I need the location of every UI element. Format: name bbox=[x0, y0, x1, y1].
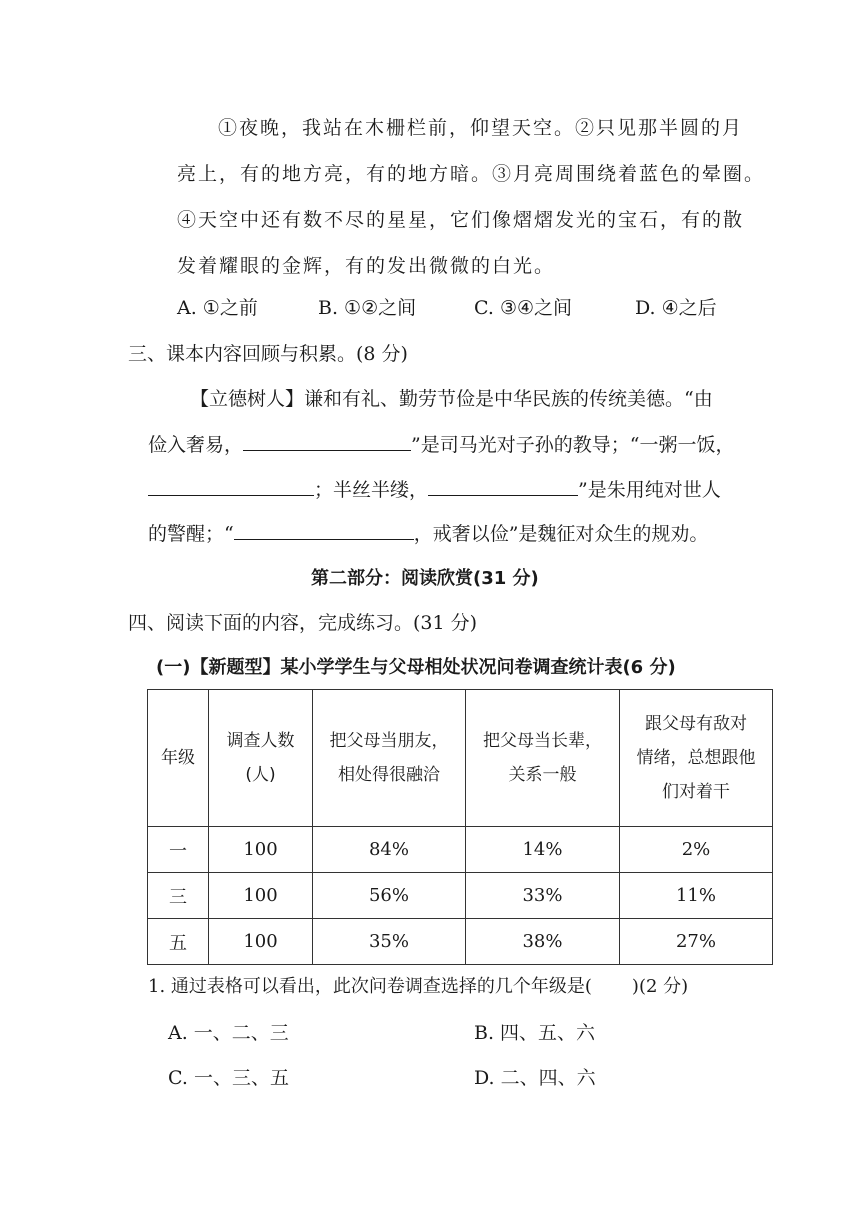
header-line: 关系一般 bbox=[508, 765, 577, 785]
header-count bbox=[209, 690, 313, 827]
table-cell: 11% bbox=[620, 873, 773, 919]
table-cell: 14% bbox=[466, 827, 620, 873]
passage-line-4: 发着耀眼的金辉，有的发出微微的白光。 bbox=[177, 255, 556, 277]
table-header-row bbox=[148, 690, 773, 827]
text-segment: ”是朱用纯对世人 bbox=[578, 479, 721, 501]
table-cell: 100 bbox=[209, 873, 313, 919]
section-4-subtitle: (一)【新题型】某小学学生与父母相处状况问卷调查统计表(6 分) bbox=[156, 657, 676, 678]
text-segment: ”是司马光对子孙的教导；“一粥一饭， bbox=[411, 434, 735, 456]
option-d: D. ④之后 bbox=[635, 297, 717, 319]
table-cell: 100 bbox=[209, 827, 313, 873]
header-line: 调查人数 bbox=[226, 731, 295, 751]
header-line: 把父母当朋友， bbox=[329, 731, 449, 751]
q1-option-b: B. 四、五、六 bbox=[474, 1022, 596, 1044]
table-row bbox=[148, 827, 773, 873]
passage-line-1: ①夜晚，我站在木栅栏前，仰望天空。②只见那半圆的月 bbox=[218, 117, 744, 139]
fill-blank-3 bbox=[428, 479, 578, 496]
fill-blank-2 bbox=[148, 479, 314, 496]
fill-blank-4 bbox=[234, 523, 414, 540]
header-line: 跟父母有敌对 bbox=[645, 714, 747, 734]
table-cell: 100 bbox=[209, 919, 313, 965]
header-hostile bbox=[620, 690, 773, 827]
header-line: 年级 bbox=[161, 748, 195, 768]
section-3-para-line-1: 【立德树人】谦和有礼、勤劳节俭是中华民族的传统美德。“由 bbox=[190, 388, 713, 410]
q1-option-d: D. 二、四、六 bbox=[474, 1067, 596, 1089]
table-cell: 35% bbox=[313, 919, 466, 965]
table-cell: 2% bbox=[620, 827, 773, 873]
section-4-title: 四、阅读下面的内容，完成练习。(31 分) bbox=[128, 612, 478, 634]
table-row bbox=[148, 919, 773, 965]
text-segment: )(2 分) bbox=[631, 976, 689, 997]
fill-blank-1 bbox=[243, 434, 411, 451]
table-cell: 27% bbox=[620, 919, 773, 965]
table-cell: 56% bbox=[313, 873, 466, 919]
option-b: B. ①②之间 bbox=[318, 297, 417, 319]
question-1-stem bbox=[148, 975, 688, 999]
table-cell: 38% bbox=[466, 919, 620, 965]
section-3-title: 三、课本内容回顾与积累。(8 分) bbox=[128, 343, 408, 365]
table-cell: 84% bbox=[313, 827, 466, 873]
header-elder bbox=[466, 690, 620, 827]
text-segment: 的警醒；“ bbox=[148, 523, 234, 545]
text-segment: ，戒奢以俭”是魏征对众生的规劝。 bbox=[413, 523, 709, 545]
section-3-para-line-3 bbox=[148, 478, 721, 502]
q1-option-a: A. 一、二、三 bbox=[168, 1022, 289, 1044]
survey-table bbox=[147, 689, 773, 965]
section-3-para-line-4 bbox=[148, 522, 708, 546]
passage-line-2: 亮上，有的地方亮，有的地方暗。③月亮周围绕着蓝色的晕圈。 bbox=[177, 163, 766, 185]
option-a: A. ①之前 bbox=[177, 297, 258, 319]
text-segment: ；半丝半缕， bbox=[314, 479, 429, 501]
section-3-para-line-2 bbox=[148, 433, 734, 457]
q1-option-c: C. 一、三、五 bbox=[168, 1067, 289, 1089]
option-c: C. ③④之间 bbox=[474, 297, 573, 319]
text-segment: 俭入奢易， bbox=[148, 434, 244, 456]
table-row bbox=[148, 873, 773, 919]
table-cell: 33% bbox=[466, 873, 620, 919]
table-cell: 五 bbox=[148, 919, 209, 965]
passage-line-3: ④天空中还有数不尽的星星，它们像熠熠发光的宝石，有的散 bbox=[177, 209, 745, 231]
table-cell: 一 bbox=[148, 827, 209, 873]
header-line: 把父母当长辈， bbox=[483, 731, 602, 751]
table-cell: 三 bbox=[148, 873, 209, 919]
header-friend bbox=[313, 690, 466, 827]
header-grade bbox=[148, 690, 209, 827]
part-2-title: 第二部分：阅读欣赏(31 分) bbox=[311, 568, 539, 589]
header-line: 相处得很融洽 bbox=[338, 765, 440, 785]
header-line: 们对着干 bbox=[662, 782, 730, 802]
header-line: 情绪，总想跟他 bbox=[636, 748, 756, 768]
header-line: (人) bbox=[245, 765, 276, 785]
text-segment: 1. 通过表格可以看出，此次问卷调查选择的几个年级是( bbox=[148, 976, 592, 997]
